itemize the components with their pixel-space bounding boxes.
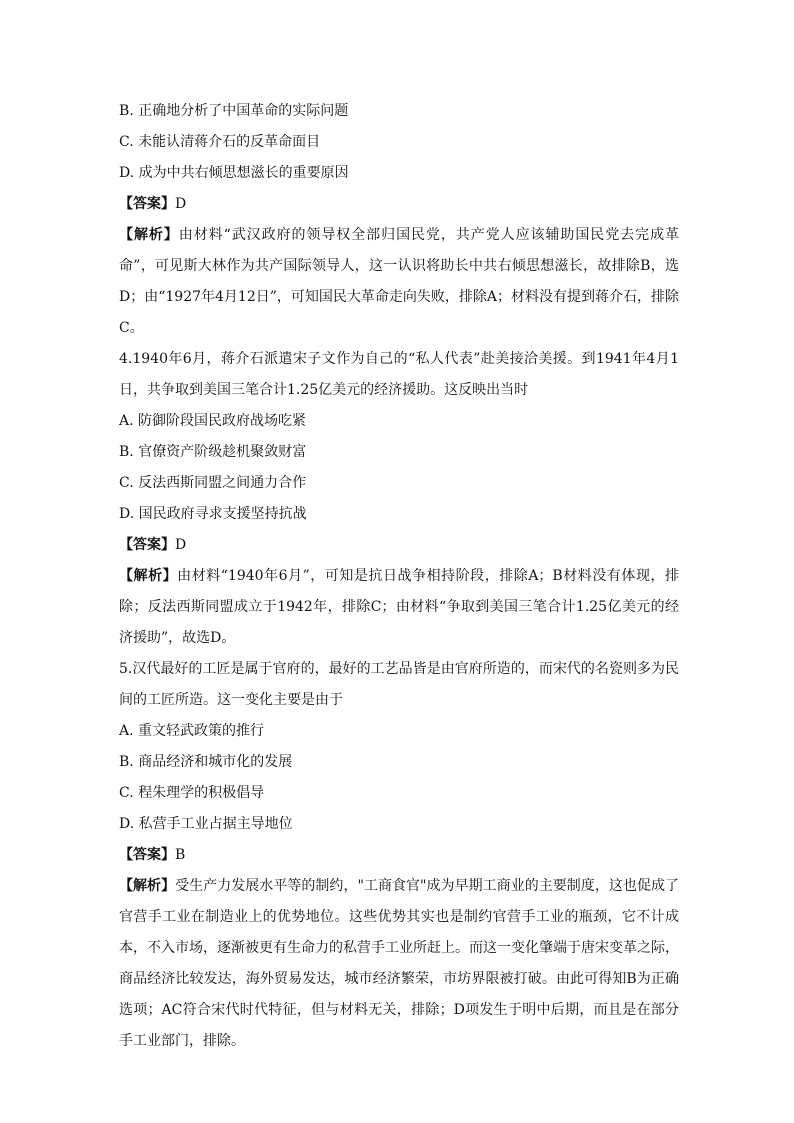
q5-option-d: D. 私营手工业占据主导地位: [119, 816, 293, 832]
answer-tag: 【答案】: [119, 847, 175, 863]
answer-tag: 【答案】: [119, 537, 175, 553]
q4-analysis: [119, 561, 679, 654]
q3-option-b: B. 正确地分析了中国革命的实际问题: [119, 103, 349, 119]
q5-analysis: [119, 871, 679, 1057]
q4-option-a: A. 防御阶段国民政府战场吃紧: [119, 413, 307, 429]
q3-option-c: C. 未能认清蒋介石的反革命面目: [119, 134, 321, 150]
analysis-text: 由材料“1940年6月”，可知是抗日战争相持阶段，排除A；B材料没有体现，排除；反法西斯同盟成立于1942年，排除C；由材料“争取到美国三笔合计1.25亿美元的经济援助”，故选D。: [119, 568, 680, 646]
analysis-tag: 【解析】: [119, 227, 179, 243]
q3-option-d: D. 成为中共右倾思想滋长的重要原因: [119, 165, 349, 181]
q4-answer: [119, 530, 679, 561]
q3-answer: [119, 189, 679, 220]
answer-value: B: [175, 847, 186, 863]
analysis-tag: 【解析】: [119, 568, 178, 584]
q4-option-b: B. 官僚资产阶级趁机聚敛财富: [119, 444, 307, 460]
answer-tag: 【答案】: [119, 196, 175, 212]
q4-stem: 4.1940年6月，蒋介石派遣宋子文作为自己的“私人代表”赴美接洽美援。到1941年4月1日，共争取到美国三笔合计1.25亿美元的经济援助。这反映出当时: [119, 351, 679, 398]
answer-value: D: [175, 196, 187, 212]
analysis-text: 受生产力发展水平等的制约，"工商食官"成为早期工商业的主要制度，这也促成了官营手工业在制造业上的优势地位。这些优势其实也是制约官营手工业的瓶颈，它不计成本，不入市场，逐渐被更有生命力的私营手工业所赶上。而这一变化肇端于唐宋变革之际，商品经济比较发达，海外贸易发达，城市经济繁荣，市坊界限被打破。由此可得知B为正确选项；AC符合宋代时代特征，但与材料无关，排除；D项发生于明中后期，而且是在部分手工业部门，排除。: [119, 878, 680, 1049]
q4-option-c: C. 反法西斯同盟之间通力合作: [119, 475, 307, 491]
q5-stem: 5.汉代最好的工匠是属于官府的，最好的工艺品皆是由官府所造的，而宋代的名瓷则多为民间的工匠所造。这一变化主要是由于: [119, 661, 679, 708]
analysis-tag: 【解析】: [119, 878, 176, 894]
q5-answer: [119, 840, 679, 871]
q5-option-c: C. 程朱理学的积极倡导: [119, 785, 265, 801]
analysis-text: 由材料“武汉政府的领导权全部归国民党，共产党人应该辅助国民党去完成革命”，可见斯大林作为共产国际领导人，这一认识将助长中共右倾思想滋长，故排除B，选D；由“1927年4月12日”，可知国民大革命走向失败，排除A；材料没有提到蒋介石，排除C。: [119, 227, 680, 336]
q3-analysis: [119, 220, 679, 344]
q5-option-a: A. 重文轻武政策的推行: [119, 723, 265, 739]
answer-value: D: [175, 537, 187, 553]
q5-option-b: B. 商品经济和城市化的发展: [119, 754, 293, 770]
q4-option-d: D. 国民政府寻求支援坚持抗战: [119, 506, 307, 522]
document-page: [119, 96, 679, 1057]
